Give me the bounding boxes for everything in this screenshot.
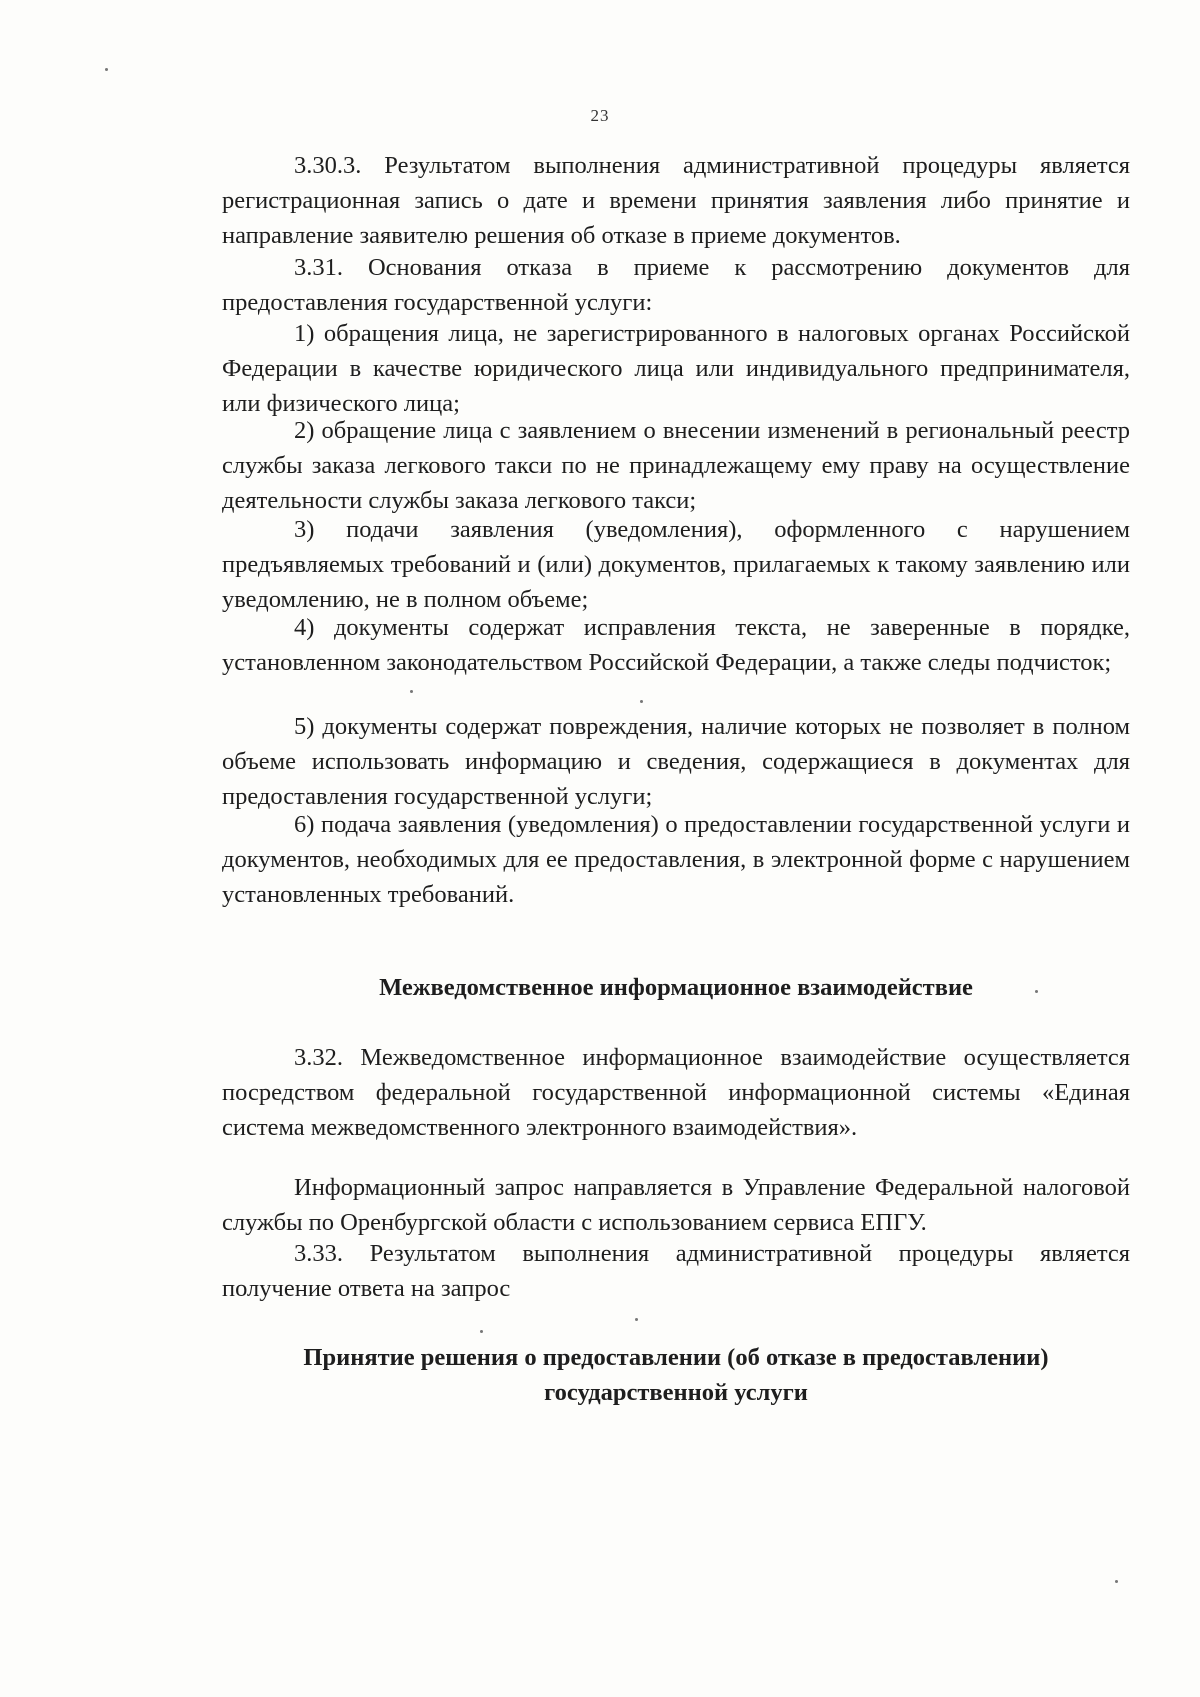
page-number: 23 xyxy=(590,106,610,125)
section-heading-decision xyxy=(222,1340,1130,1410)
list-item-1: 1) обращения лица, не зарегистрированного в налоговых органах Российской Федерации в качестве юридического лица или индивидуального предпринимателя, или физического лица; xyxy=(222,320,1130,417)
scan-speck xyxy=(635,1318,638,1321)
list-item-2: 2) обращение лица с заявлением о внесении изменений в региональный реестр службы заказа легкового такси по не принадлежащему ему праву на осуществление деятельности службы заказа легкового такси; xyxy=(222,417,1130,514)
scan-speck xyxy=(105,68,108,71)
list-item-6: 6) подача заявления (уведомления) о предоставлении государственной услуги и документов, необходимых для ее предоставления, в электронной форме с нарушением установленных требований. xyxy=(222,811,1130,908)
list-item-4: 4) документы содержат исправления текста, не заверенные в порядке, установленном законодательством Российской Федерации, а также следы подчисток; xyxy=(222,614,1130,676)
list-item-3: 3) подачи заявления (уведомления), оформленного с нарушением предъявляемых требований и (или) документов, прилагаемых к такому заявлению или уведомлению, не в полном объеме; xyxy=(222,516,1130,613)
section-heading-decision-line1: Принятие решения о предоставлении (об отказе в предоставлении) xyxy=(303,1344,1049,1371)
scan-speck xyxy=(1115,1580,1118,1583)
paragraph-3-31: 3.31. Основания отказа в приеме к рассмотрению документов для предоставления государственной услуги: xyxy=(222,254,1130,316)
scan-speck xyxy=(480,1330,483,1333)
section-heading-interagency: Межведомственное информационное взаимодействие xyxy=(379,974,973,1001)
section-heading-decision-line2: государственной услуги xyxy=(544,1379,808,1406)
scan-speck xyxy=(640,700,643,703)
scan-speck xyxy=(410,690,413,693)
paragraph-3-30-3: 3.30.3. Результатом выполнения административной процедуры является регистрационная запись о дате и времени принятия заявления либо принятие и направление заявителю решения об отказе в приеме документов. xyxy=(222,152,1130,249)
paragraph-3-33: 3.33. Результатом выполнения административной процедуры является получение ответа на запрос xyxy=(222,1240,1130,1302)
scan-speck xyxy=(1035,990,1038,993)
paragraph-info-request: Информационный запрос направляется в Управление Федеральной налоговой службы по Оренбургской области с использованием сервиса ЕПГУ. xyxy=(222,1174,1130,1236)
list-item-5: 5) документы содержат повреждения, наличие которых не позволяет в полном объеме использовать информацию и сведения, содержащиеся в документах для предоставления государственной услуги; xyxy=(222,713,1130,810)
paragraph-3-32: 3.32. Межведомственное информационное взаимодействие осуществляется посредством федеральной государственной информационной системы «Единая система межведомственного электронного взаимодействия». xyxy=(222,1044,1130,1141)
